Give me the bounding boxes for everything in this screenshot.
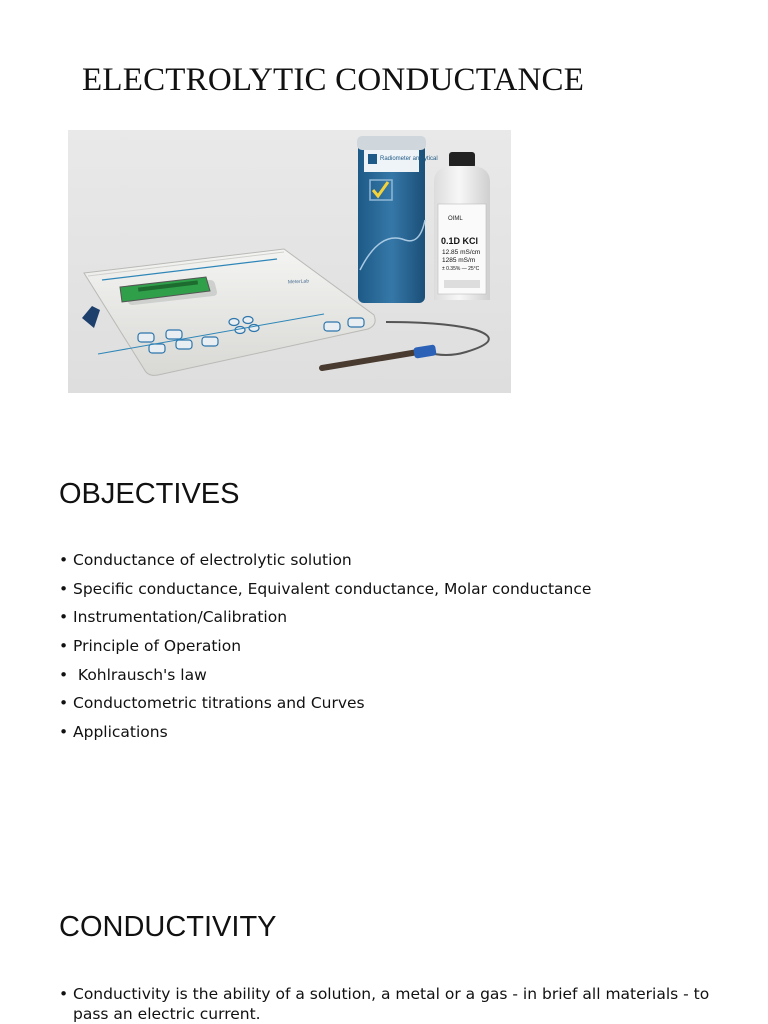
svg-text:± 0.35% — 25°C: ± 0.35% — 25°C <box>442 266 480 272</box>
svg-text:Radiometer analytical: Radiometer analytical <box>380 156 438 162</box>
list-item: • Specific conductance, Equivalent conductance, Molar conductance <box>59 579 592 598</box>
list-item: • Conductometric titrations and Curves <box>59 694 365 713</box>
list-item: • Principle of Operation <box>59 637 242 656</box>
conductivity-definition: • Conductivity is the ability of a solution, a metal or a gas - in brief all materials - to pass an electric current. <box>59 984 719 1024</box>
kcl-standard-bottle <box>434 152 490 300</box>
list-item: • Applications <box>59 723 168 742</box>
conductivity-heading: CONDUCTIVITY <box>59 911 277 943</box>
svg-text:12.85 mS/cm: 12.85 mS/cm <box>442 249 481 256</box>
svg-text:MeterLab: MeterLab <box>287 278 310 286</box>
list-item: • Conductance of electrolytic solution <box>59 551 352 569</box>
conductivity-meter-photo <box>68 130 511 393</box>
svg-text:0.1D KCl: 0.1D KCl <box>441 236 479 246</box>
svg-text:OIML: OIML <box>448 216 463 222</box>
objectives-list <box>59 546 591 747</box>
list-item: • Instrumentation/Calibration <box>59 608 288 627</box>
list-item: • Kohlrausch's law <box>59 665 207 684</box>
objectives-heading: OBJECTIVES <box>59 478 240 510</box>
page-title: ELECTROLYTIC CONDUCTANCE <box>82 62 585 98</box>
svg-text:1285 mS/m: 1285 mS/m <box>442 257 476 264</box>
conductivity-text: Conductivity is the ability of a solution, a metal or a gas - in brief all materials - to pass an electric current. <box>73 985 710 1023</box>
